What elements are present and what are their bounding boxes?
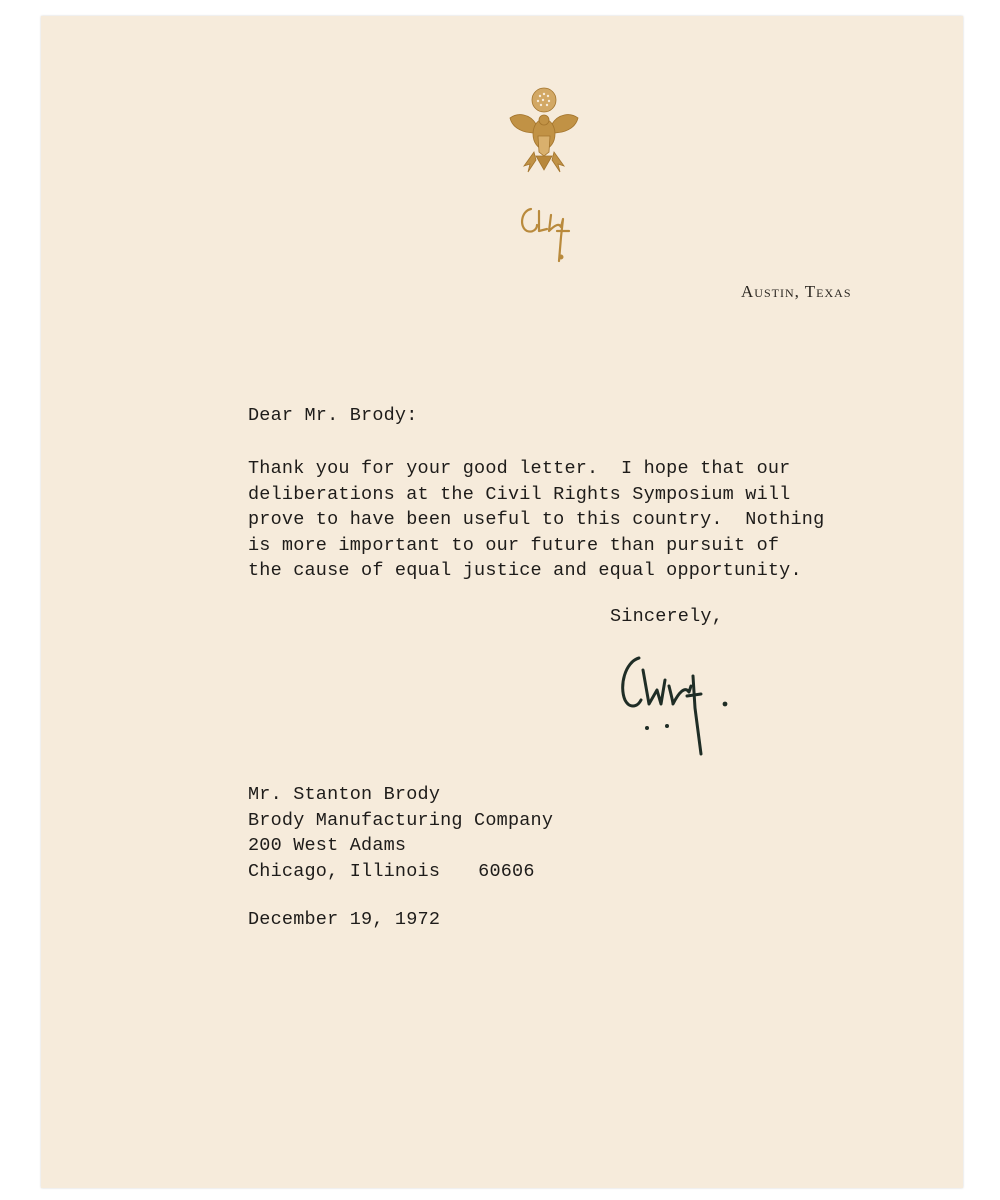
body-line: is more important to our future than pursuit of bbox=[248, 534, 780, 556]
letter-sheet bbox=[41, 16, 963, 1188]
presidential-eagle-seal-icon bbox=[496, 82, 592, 182]
recipient-zip: 60606 bbox=[478, 860, 535, 882]
embossed-monogram-icon bbox=[513, 201, 583, 279]
body-line: deliberations at the Civil Rights Symposium will bbox=[248, 483, 791, 505]
recipient-city-line bbox=[248, 859, 553, 885]
body-line: the cause of equal justice and equal opportunity. bbox=[248, 560, 802, 581]
recipient-address bbox=[248, 782, 553, 884]
salutation: Dear Mr. Brody: bbox=[248, 405, 418, 426]
recipient-city-state: Chicago, Illinois bbox=[248, 860, 441, 882]
letterhead-location: Austin, Texas bbox=[741, 282, 852, 301]
body-line: prove to have been useful to this country. Nothing bbox=[248, 509, 825, 530]
recipient-street: 200 West Adams bbox=[248, 835, 407, 856]
handwritten-signature-icon bbox=[609, 646, 739, 764]
body-line: Thank you for your good letter. I hope that our bbox=[248, 458, 791, 479]
letter-date: December 19, 1972 bbox=[248, 909, 441, 930]
recipient-company: Brody Manufacturing Company bbox=[248, 809, 554, 831]
closing: Sincerely, bbox=[610, 606, 724, 627]
recipient-name: Mr. Stanton Brody bbox=[248, 784, 441, 805]
letter-body bbox=[248, 456, 824, 584]
